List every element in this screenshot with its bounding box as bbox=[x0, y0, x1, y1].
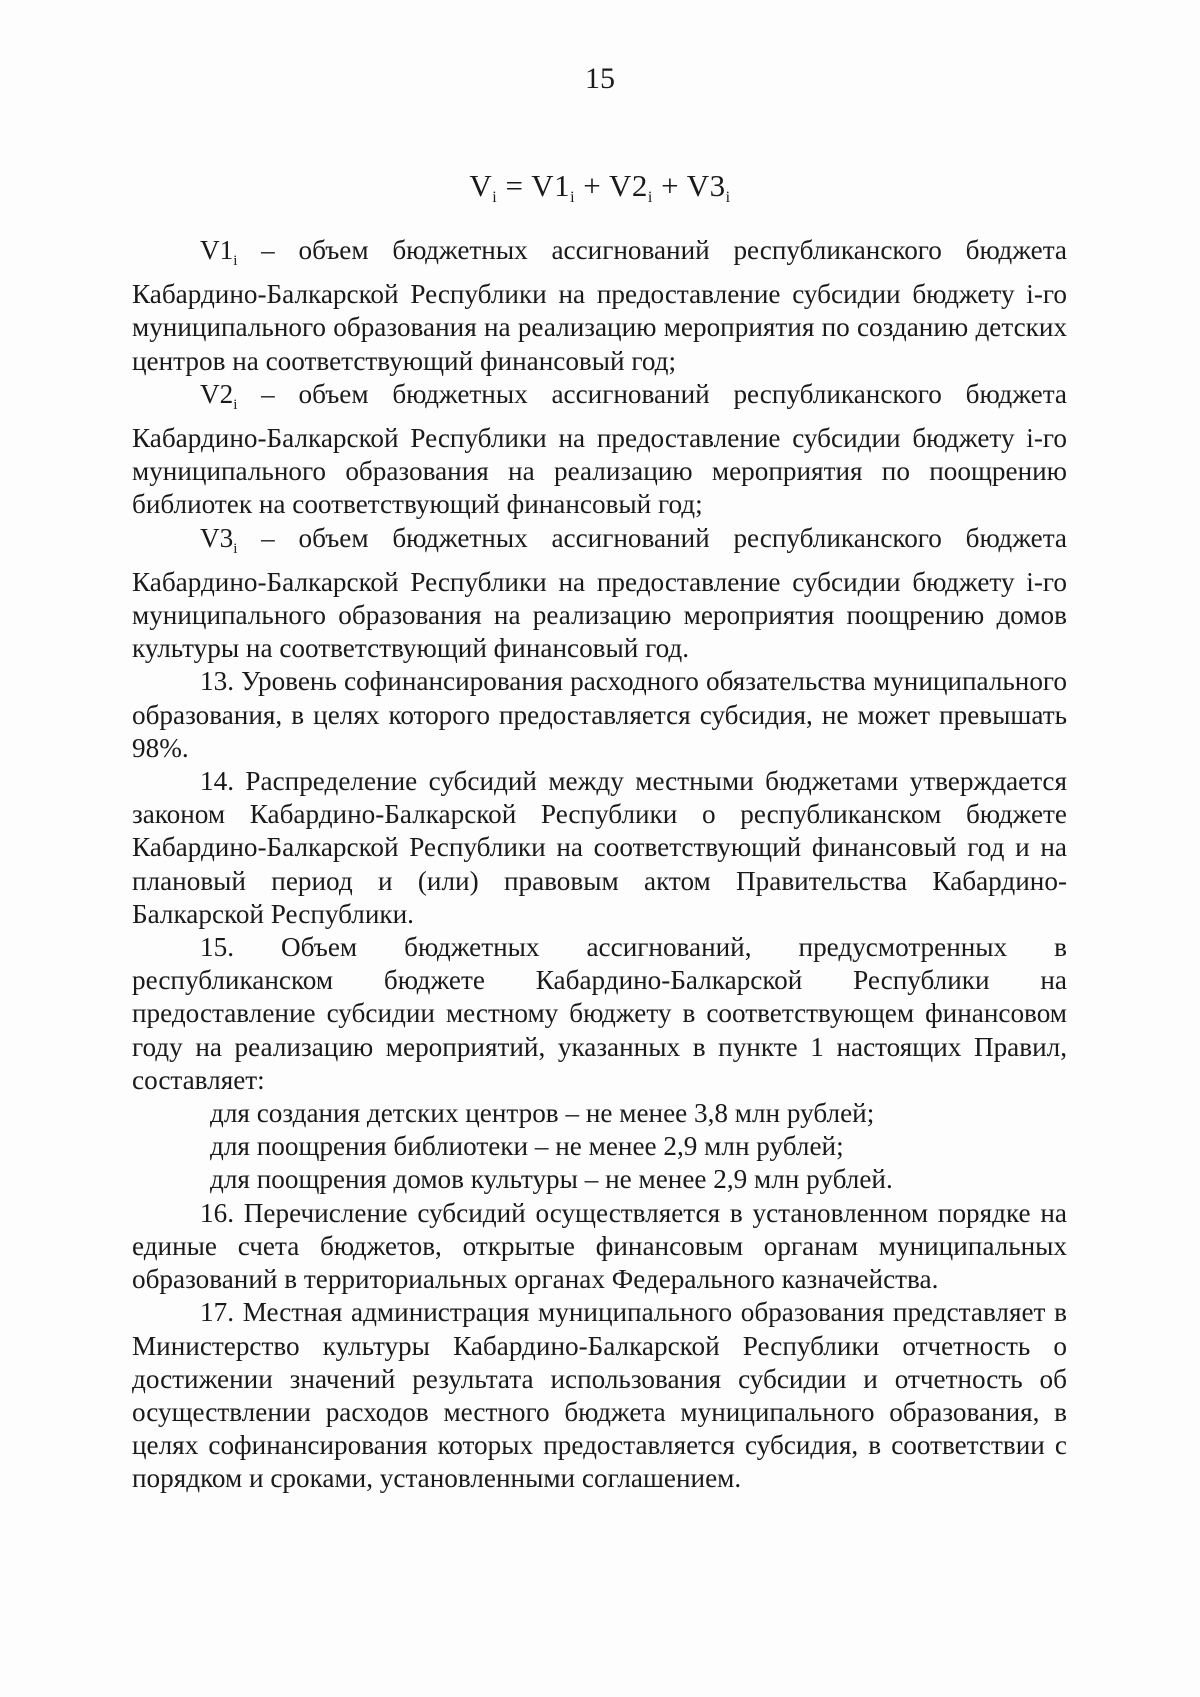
formula-term-3: $V3_i$ bbox=[686, 168, 731, 206]
formula-plus-2: + bbox=[652, 168, 687, 203]
definition-text: – объем бюджетных ассигнований республиканского бюджета Кабардино-Балкарской Республики на предоставление субсидии бюджету i-го муниципального образования на реализацию мероприятия по созданию детских центров на соответствующий финансовый год; bbox=[132, 235, 1067, 376]
list-item: для поощрения библиотеки – не менее 2,9 млн рублей; bbox=[210, 1131, 844, 1162]
formula bbox=[0, 168, 1200, 207]
paragraph-15: 15. Объем бюджетных ассигнований, предусмотренных в республиканском бюджете Кабардино-Балкарской Республики на предоставление субсидии местному бюджету в соответствующем финансовом году на реализацию мероприятий, указанных в пункте 1 настоящих Правил, составляет: bbox=[132, 932, 1067, 1095]
definition-v2 bbox=[132, 378, 1067, 522]
list-item: для поощрения домов культуры – не менее 2,9 млн рублей. bbox=[210, 1164, 893, 1195]
paragraph-13: 13. Уровень софинансирования расходного обязательства муниципального образования, в целях которого предоставляется субсидия, не может превышать 98%. bbox=[132, 666, 1067, 763]
formula-plus-1: + bbox=[575, 168, 609, 203]
definition-v1 bbox=[132, 234, 1067, 378]
definition-symbol: $V1_i$ bbox=[200, 235, 238, 269]
paragraph-14: 14. Распределение субсидий между местными бюджетами утверждается законом Кабардино-Балкарской Республики о республиканском бюджете Кабардино-Балкарской Республики на соответствующий финансовый год и на плановый период и (или) правовым актом Правительства Кабардино-Балкарской Республики. bbox=[132, 766, 1067, 929]
definition-text: – объем бюджетных ассигнований республиканского бюджета Кабардино-Балкарской Республики на предоставление субсидии бюджету i-го муниципального образования на реализацию мероприятия по поощрению библиотек на соответствующий финансовый год; bbox=[132, 378, 1067, 520]
formula-eq: = bbox=[497, 168, 532, 203]
definition-text: – объем бюджетных ассигнований республиканского бюджета Кабардино-Балкарской Республики на предоставление субсидии бюджету i-го муниципального образования на реализацию мероприятия поощрению домов культуры на соответствующий финансовый год. bbox=[132, 522, 1067, 664]
document-body bbox=[132, 234, 1067, 1496]
list-item: для создания детских центров – не менее 3,8 млн рублей; bbox=[210, 1098, 875, 1129]
formula-term-1: $V1_i$ bbox=[531, 168, 576, 206]
formula-term-2: $V2_i$ bbox=[608, 168, 653, 206]
definition-symbol: $V3_i$ bbox=[200, 522, 238, 557]
paragraph-16: 16. Перечисление субсидий осуществляется в установленном порядке на единые счета бюджетов, открытые финансовым органам муниципальных образований в территориальных органах Федерального казначейства. bbox=[132, 1197, 1067, 1295]
page-number: 15 bbox=[585, 62, 615, 95]
definition-symbol: $V2_i$ bbox=[200, 378, 238, 413]
formula-lhs: $V_i$ bbox=[469, 168, 498, 206]
paragraph-17: 17. Местная администрация муниципального образования представляет в Министерство культуры Кабардино-Балкарской Республики отчетность о достижении значений результата использования субсидии и отчетность об осуществлении расходов местного бюджета муниципального образования, в целях софинансирования которых предоставляется субсидия, в соответствии с порядком и сроками, установленными соглашением. bbox=[132, 1297, 1067, 1494]
definition-v3 bbox=[132, 522, 1067, 666]
